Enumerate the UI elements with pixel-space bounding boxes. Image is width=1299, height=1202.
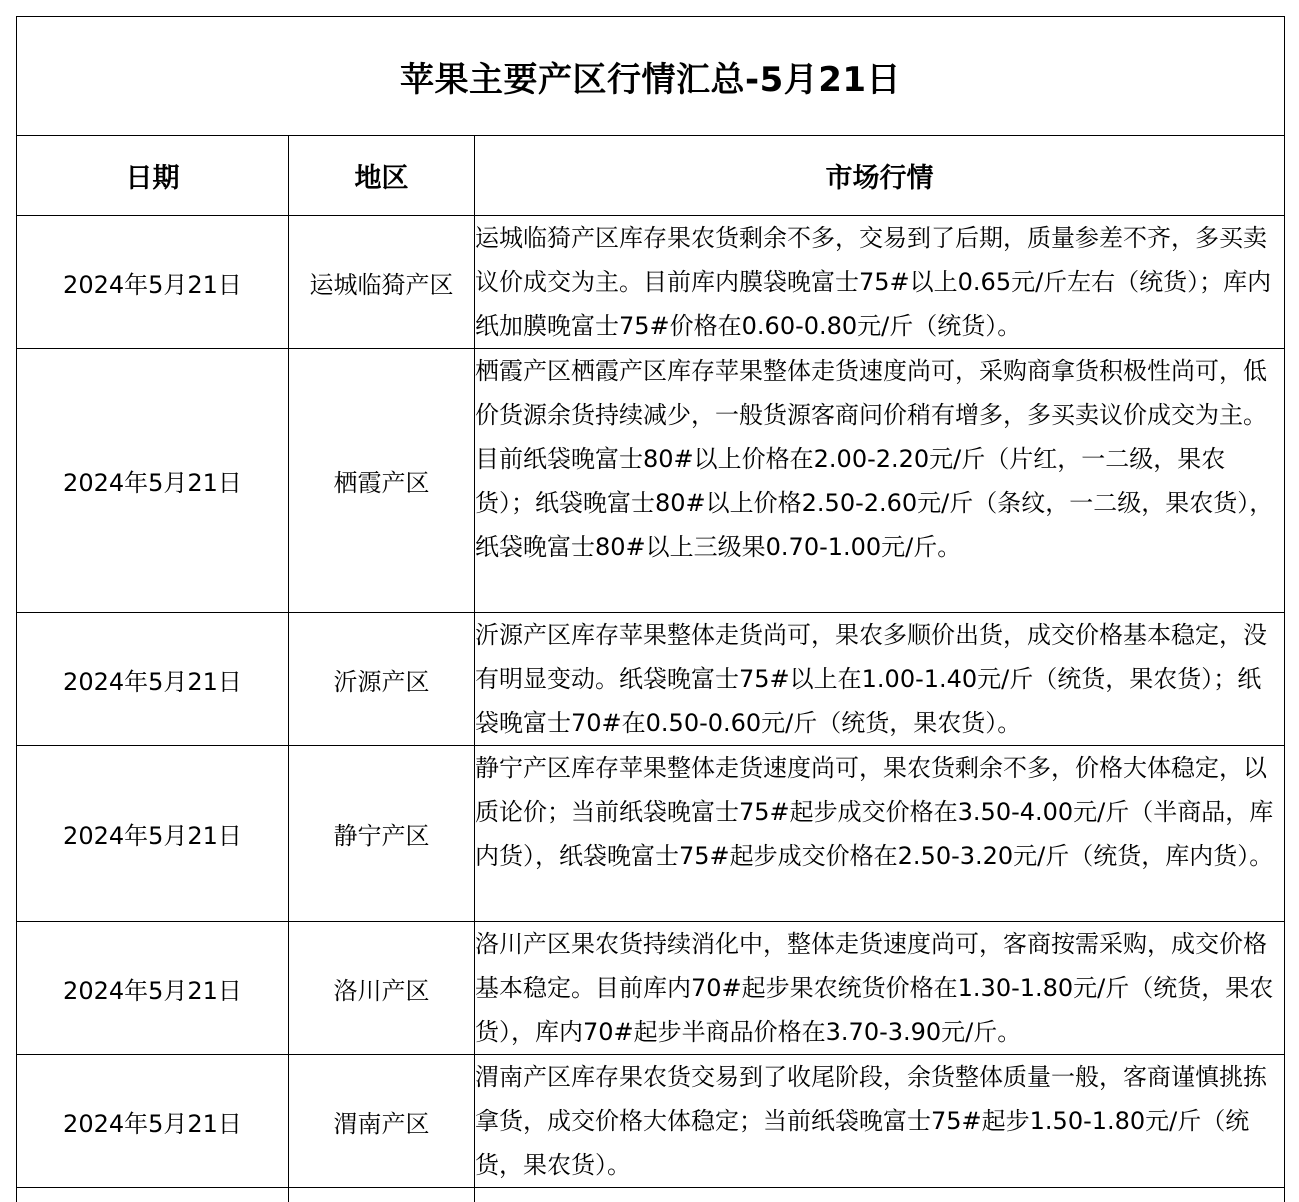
date-cell: 2024年5月21日 [17, 349, 289, 613]
market-cell: 栖霞产区栖霞产区库存苹果整体走货速度尚可，采购商拿货积极性尚可，低价货源余货持续减少，一般货源客商问价稍有增多，多买卖议价成交为主。目前纸袋晚富士80#以上价格在2.00-2.20元/斤（片红，一二级，果农货）；纸袋晚富士80#以上价格2.50-2.60元/斤（条纹，一二级，果农货），纸袋晚富士80#以上三级果0.70-1.00元/斤。 [475, 349, 1285, 613]
table-row [17, 922, 1285, 1055]
tail-cell [289, 1188, 475, 1202]
table-row [17, 349, 1285, 613]
table-row [17, 216, 1285, 349]
header-region: 地区 [289, 136, 475, 216]
date-cell: 2024年5月21日 [17, 1055, 289, 1188]
market-cell: 沂源产区库存苹果整体走货尚可，果农多顺价出货，成交价格基本稳定，没有明显变动。纸袋晚富士75#以上在1.00-1.40元/斤（统货，果农货）；纸袋晚富士70#在0.50-0.60元/斤（统货，果农货）。 [475, 613, 1285, 746]
market-cell: 静宁产区库存苹果整体走货速度尚可，果农货剩余不多，价格大体稳定，以质论价；当前纸袋晚富士75#起步成交价格在3.50-4.00元/斤（半商品，库内货），纸袋晚富士75#起步成交价格在2.50-3.20元/斤（统货，库内货）。 [475, 746, 1285, 922]
market-cell: 运城临猗产区库存果农货剩余不多，交易到了后期，质量参差不齐，多买卖议价成交为主。目前库内膜袋晚富士75#以上0.65元/斤左右（统货）；库内纸加膜晚富士75#价格在0.60-0.80元/斤（统货）。 [475, 216, 1285, 349]
date-cell: 2024年5月21日 [17, 922, 289, 1055]
table-tail-row [17, 1188, 1285, 1202]
tail-cell [17, 1188, 289, 1202]
title-row [17, 17, 1285, 136]
market-summary-table [16, 16, 1285, 1202]
region-cell: 沂源产区 [289, 613, 475, 746]
table-title: 苹果主要产区行情汇总-5月21日 [17, 17, 1285, 136]
region-cell: 栖霞产区 [289, 349, 475, 613]
region-cell: 洛川产区 [289, 922, 475, 1055]
region-cell: 运城临猗产区 [289, 216, 475, 349]
tail-cell [475, 1188, 1285, 1202]
date-cell: 2024年5月21日 [17, 746, 289, 922]
table-row [17, 613, 1285, 746]
header-date: 日期 [17, 136, 289, 216]
header-market: 市场行情 [475, 136, 1285, 216]
region-cell: 渭南产区 [289, 1055, 475, 1188]
date-cell: 2024年5月21日 [17, 613, 289, 746]
region-cell: 静宁产区 [289, 746, 475, 922]
market-cell: 洛川产区果农货持续消化中，整体走货速度尚可，客商按需采购，成交价格基本稳定。目前库内70#起步果农统货价格在1.30-1.80元/斤（统货，果农货），库内70#起步半商品价格在3.70-3.90元/斤。 [475, 922, 1285, 1055]
table-row [17, 746, 1285, 922]
market-cell: 渭南产区库存果农货交易到了收尾阶段，余货整体质量一般，客商谨慎挑拣拿货，成交价格大体稳定；当前纸袋晚富士75#起步1.50-1.80元/斤（统货，果农货）。 [475, 1055, 1285, 1188]
table-row [17, 1055, 1285, 1188]
header-row [17, 136, 1285, 216]
date-cell: 2024年5月21日 [17, 216, 289, 349]
